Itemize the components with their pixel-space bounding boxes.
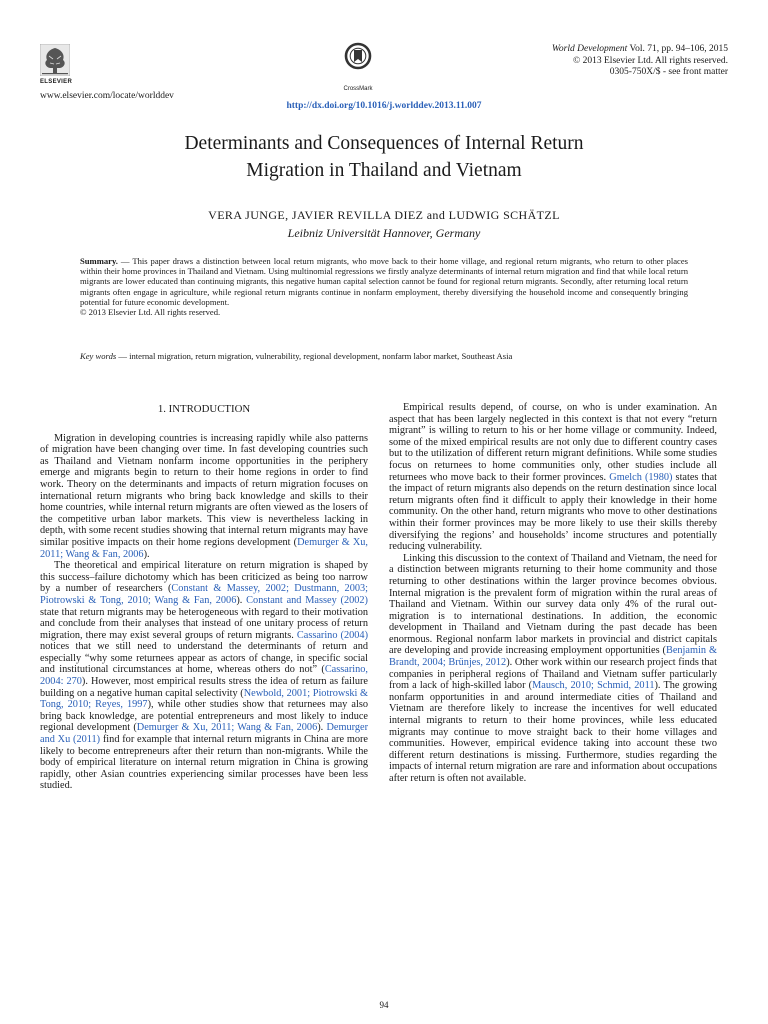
- crossmark-icon[interactable]: [344, 42, 372, 84]
- keywords: [80, 351, 688, 361]
- title-line-2: Migration in Thailand and Vietnam: [246, 160, 522, 181]
- doi-link[interactable]: http://dx.doi.org/10.1016/j.worlddev.2013.11.007: [286, 101, 482, 111]
- journal-url-link[interactable]: www.elsevier.com/locate/worlddev: [40, 91, 174, 101]
- abstract-label: Summary.: [80, 256, 118, 266]
- paragraph-text: ), while other studies show that returnees may also bring back knowledge, are potential entrepreneurs and most likely to induce regional development (: [40, 699, 368, 734]
- citation-link[interactable]: Demurger & Xu, 2011; Wang & Fan, 2006: [136, 722, 318, 734]
- citation-link[interactable]: Cassarino (2004): [296, 629, 368, 641]
- citation-link[interactable]: Cassarino, 2004: 270: [40, 664, 368, 688]
- paragraph-text: Empirical results depend, of course, on who is under examination. An aspect that has been largely neglected in this context is that not every “return migrant” is willing to return to his or her home village or community. Indeed, some of the mixed empirical results are not only due to different country cases but to the utilization of different return migrant definitions. While some studies focus on returnees to home communities only, other studies include all returnees who move back to their former provinces.: [389, 402, 717, 483]
- issn-line: 0305-750X/$ - see front matter: [609, 67, 728, 77]
- paragraph: [389, 553, 717, 785]
- paragraph-text: Linking this discussion to the context of Thailand and Vietnam, the need for a distinction between migrants returning to their home community and those returning to other destinations within the larger province becomes obvious. Internal migration is the prevalent form of migration within the rural areas of Thailand and Vietnam. Within our survey data only 4% of the rural out-migration is to international destinations. In addition, the economic development in Thailand and Vietnam during the past decade has been enormous. Regional nonfarm labor markets in provincial and district capitals are developing and provide increasing employment opportunities (: [389, 552, 717, 657]
- citation-line-journal: [468, 44, 728, 56]
- paragraph-text: find for example that internal return migrants in China are more likely to become entrepreneurs after their return than non-migrants. While the body of empirical literature on internal return migration in China is growing rapidly, other Asian countries experiencing similar processes have been less studied.: [40, 734, 368, 792]
- journal-name: World Development: [551, 44, 628, 54]
- paragraph-text: notices that we still need to understand the determinants of return and especially “why some returnees appear as actors of change, in specific social and institutional circumstances at home, whereas others do not” (: [40, 641, 368, 676]
- citation-link[interactable]: Constant and Massey (2002): [246, 594, 368, 606]
- paragraph-text: The theoretical and empirical literature on return migration is shaped by this success–failure dichotomy which has been criticized as being too narrow by a number of researchers (: [40, 560, 368, 595]
- citation-link[interactable]: Constant & Massey, 2002; Dustmann, 2003; Piotrowski & Tong, 2010; Wang & Fan, 2006: [40, 583, 369, 606]
- abstract-copyright: © 2013 Elsevier Ltd. All rights reserved.: [80, 307, 221, 318]
- paragraph-text: ).: [317, 722, 327, 734]
- publisher-name: ELSEVIER: [40, 79, 73, 85]
- author-list: VERA JUNGE, JAVIER REVILLA DIEZ and LUDWIG SCHÄTZL: [208, 208, 560, 222]
- article-title: [60, 130, 708, 184]
- copyright-line: © 2013 Elsevier Ltd. All rights reserved.: [573, 55, 728, 66]
- paragraph: [40, 433, 368, 561]
- paragraph-text: ). However, most empirical results stress the idea of return as failure building on a negative human capital selectivity (: [40, 676, 368, 699]
- paragraph-text: ).: [236, 594, 247, 606]
- page-number: 94: [379, 1000, 389, 1010]
- left-column: [40, 402, 368, 792]
- abstract: [80, 256, 688, 317]
- citation-link[interactable]: Benjamin & Brandt, 2004; Brünjes, 2012: [389, 645, 717, 669]
- keywords-label: Key words: [80, 351, 117, 361]
- section-heading: 1. INTRODUCTION: [157, 403, 251, 415]
- paragraph-text: ). The growing nonfarm opportunities in and around intermediate cities of Thailand and Vietnam are therefore likely to increase the incentives for well educated internal migrants to return to their home provinces, while less educated migrants may continue to move straight back to their home villages and communities. However, empirical evidence taking into account these two different return destinations is missing. Furthermore, studies regarding the impacts of internal return migration are rare and information about occupations after return is often not available.: [389, 680, 717, 784]
- paragraph-text: ).: [143, 548, 150, 560]
- journal-citation: [468, 44, 728, 79]
- title-line-1: Determinants and Consequences of Internal Return: [184, 133, 584, 154]
- citation-link[interactable]: Gmelch (1980): [609, 471, 673, 483]
- crossmark-label: CrossMark: [343, 86, 373, 92]
- paragraph: [389, 402, 717, 553]
- abstract-text: — This paper draws a distinction between local return migrants, who move back to their home village, and regional return migrants, who return to other places within their home provinces in Thailand and Vietnam. Using multinomial regressions we firstly analyze determinants of internal return migration and find that while local return migrants are lower educated than continuing migrants, this negative human capital selection cannot be found for regional return migrants. Secondly, after returning local return migrants often engage in agriculture, while regional return migrants continue in nonfarm employment, thereby diversifying the household income and consequently bringing potential for future economic development.: [80, 256, 688, 307]
- author-affiliation: Leibniz Universität Hannover, Germany: [287, 226, 481, 240]
- paragraph-text: Migration in developing countries is increasing rapidly while also patterns of migration have been changing over time. In fast developing countries such as Thailand and Vietnam nonfarm income opportunities in the periphery emerge and migrants begin to return to their home regions in order to find work. Theory on the determinants and impacts of return migration focuses on international return migrants who bring back knowledge and skills to their home countries, while internal return migrants are often viewed as the losers of the competitive urban labor markets. This view is nevertheless lacking in depth, with some recent studies showing that internal return migrants may have similar positive impacts on their home regions development (: [40, 432, 368, 548]
- citation-link[interactable]: Demurger & Xu, 2011; Wang & Fan, 2006: [40, 536, 368, 560]
- article-header: [0, 0, 768, 118]
- paragraph-text: ). Other work within our research project finds that companies in peripheral regions of Thailand and Vietnam suffer particularly from a lack of high-skilled labor (: [389, 657, 717, 692]
- citation-link[interactable]: Demurger and Xu (2011): [40, 722, 369, 746]
- right-column: [389, 402, 717, 785]
- paragraph-text: state that return migrants may be heterogeneous with regard to their motivation and conclude from their analyses that instead of one unitary process of return migration, there may exist several groups of return migrants.: [40, 606, 368, 641]
- citation-link[interactable]: Newbold, 2001; Piotrowski & Tong, 2010; Reyes, 1997: [40, 687, 368, 711]
- citation-link[interactable]: Mausch, 2010; Schmid, 2011: [532, 680, 655, 692]
- keywords-text: — internal migration, return migration, vulnerability, regional development, nonfarm labor market, Southeast Asia: [116, 351, 513, 361]
- paragraph: [40, 560, 368, 792]
- volume-pages: Vol. 71, pp. 94–106, 2015: [627, 44, 728, 54]
- paragraph-text: states that the impact of return migrants also depends on the return destination since local return migrants often find it difficult to apply their knowledge in their home community. On the other hand, return migrants who move to other destinations within their former provinces may be more likely to use their skills thereby diversifying the regions’ and households’ income structures and potentially reducing vulnerability.: [389, 471, 717, 553]
- elsevier-tree-logo: [40, 44, 70, 76]
